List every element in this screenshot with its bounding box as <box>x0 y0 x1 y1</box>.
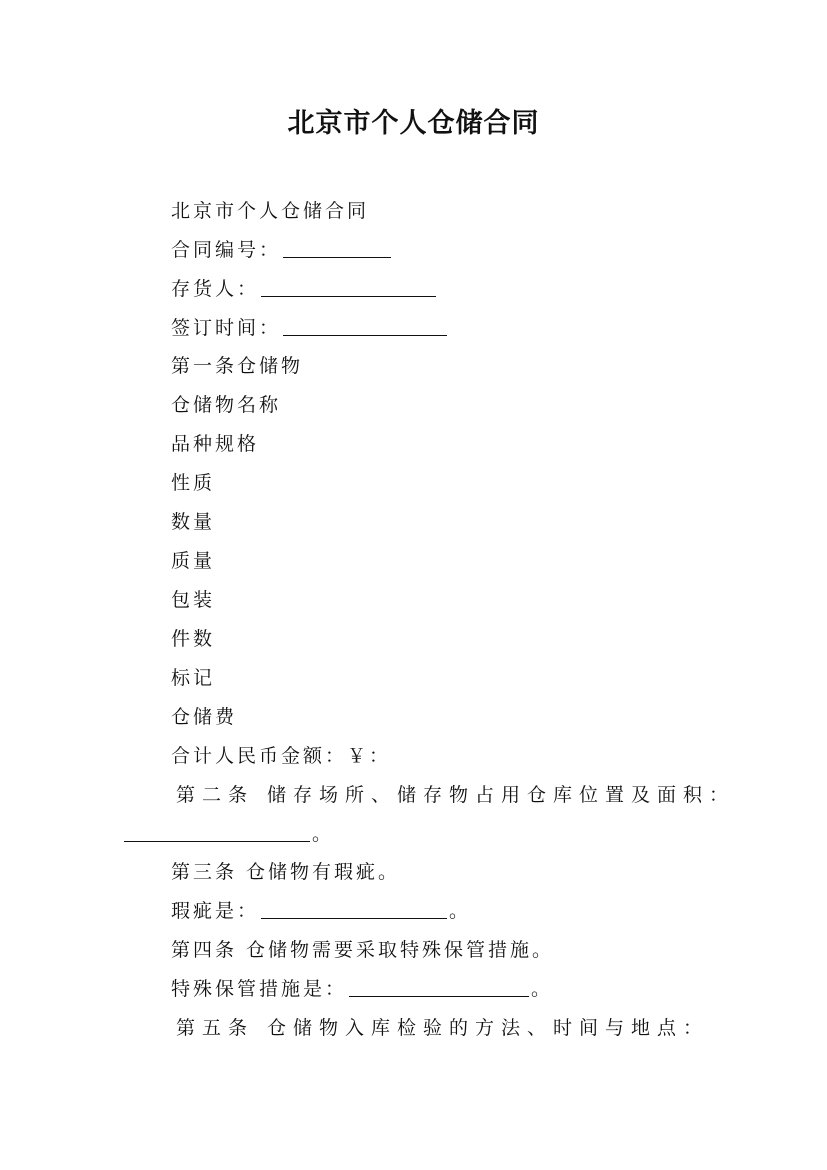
depositor-blank <box>261 278 436 297</box>
storage-fee-label: 仓储费 <box>171 706 238 728</box>
total-rmb-label: 合计人民币金额：￥： <box>171 745 392 767</box>
special-measures-blank <box>349 978 529 997</box>
defect-line <box>171 898 471 924</box>
item-name-label: 仓储物名称 <box>171 394 282 416</box>
article-5-heading: 第五条 仓储物入库检验的方法、时间与地点： <box>176 1017 710 1039</box>
sign-time-label: 签订时间： <box>171 317 282 339</box>
item-marks-label: 标记 <box>171 667 216 689</box>
article-4-heading: 第四条 仓储物需要采取特殊保管措施。 <box>171 939 555 961</box>
item-pieces-label: 件数 <box>171 628 216 650</box>
special-measures-end: 。 <box>531 978 554 1000</box>
contract-number-label: 合同编号： <box>171 239 282 261</box>
special-measures-label: 特殊保管措施是： <box>171 978 348 1000</box>
document-title: 北京市个人仓储合同 <box>287 108 540 139</box>
document-subtitle: 北京市个人仓储合同 <box>171 200 370 222</box>
item-nature-label: 性质 <box>171 472 216 494</box>
storage-location-blank <box>124 823 310 842</box>
defect-end: 。 <box>449 900 472 922</box>
depositor-line <box>171 276 438 302</box>
sign-time-line <box>171 315 449 341</box>
sign-time-blank <box>283 317 447 336</box>
item-spec-label: 品种规格 <box>171 433 260 455</box>
defect-label: 瑕疵是： <box>171 900 260 922</box>
article-2-heading: 第二条 储存场所、储存物占用仓库位置及面积： <box>176 784 736 806</box>
article-3-heading: 第三条 仓储物有瑕疵。 <box>171 861 401 883</box>
special-measures-line <box>171 976 553 1002</box>
contract-number-line <box>171 237 393 263</box>
article-2-end: 。 <box>312 823 335 845</box>
article-1-heading: 第一条仓储物 <box>171 355 304 377</box>
item-packaging-label: 包装 <box>171 589 216 611</box>
article-2-continuation <box>124 821 334 847</box>
depositor-label: 存货人： <box>171 278 260 300</box>
item-quantity-label: 数量 <box>171 511 216 533</box>
contract-number-blank <box>283 239 391 258</box>
item-quality-label: 质量 <box>171 550 216 572</box>
defect-blank <box>261 900 447 919</box>
